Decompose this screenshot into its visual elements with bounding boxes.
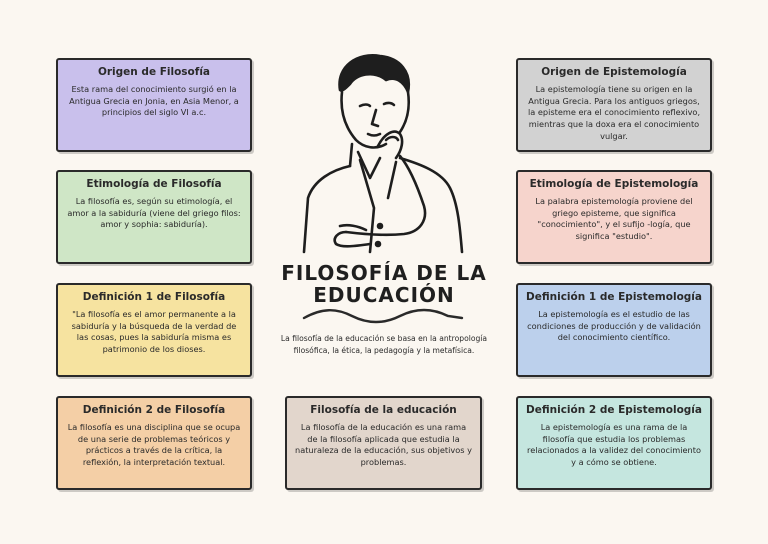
card-filosofia-educacion <box>285 396 482 490</box>
card-title: Origen de Epistemología <box>541 66 687 78</box>
card-text: Esta rama del conocimiento surgió en la Antigua Grecia en Jonia, en Asia Menor, a principios del siglo VI a.c. <box>69 84 239 118</box>
decorative-wave <box>302 306 466 326</box>
card-title: Definición 1 de Filosofía <box>82 291 226 303</box>
card-text: La filosofía es una disciplina que se ocupa de una serie de problemas teóricos y prácticos a través de la crítica, la reflexión, la interpretación textual. <box>67 422 241 467</box>
card-text: La epistemología tiene su origen en la Antigua Grecia. Para los antiguos griegos, la episteme era el conocimiento reflexivo, mientras que la doxa era el conocimiento vulgar. <box>527 84 701 141</box>
card-definicion2-epistemologia <box>516 396 712 490</box>
card-text: La filosofía de la educación es una rama de la filosofía aplicada que estudia la naturaleza de la educación, sus objetivos y problemas. <box>295 422 472 467</box>
card-title: Origen de Filosofía <box>97 66 211 78</box>
card-title: Definición 2 de Epistemología <box>526 404 702 416</box>
card-title: Definición 1 de Epistemología <box>526 291 702 303</box>
page-title: FILOSOFÍA DE LA EDUCACIÓN <box>281 261 487 308</box>
card-text: La filosofía es, según su etimología, el amor a la sabiduría (viene del griego filos: amor y sophia: sabiduría). <box>67 196 241 230</box>
card-definicion1-filosofia <box>56 283 252 377</box>
card-origen-filosofia <box>56 58 252 152</box>
card-origen-epistemologia <box>516 58 712 152</box>
thinker-illustration <box>300 48 466 254</box>
card-etimologia-epistemologia <box>516 170 712 264</box>
card-title: Definición 2 de Filosofía <box>82 404 226 416</box>
card-title: Etimología de Filosofía <box>86 178 222 190</box>
card-definicion1-epistemologia <box>516 283 712 377</box>
card-text: La epistemología es el estudio de las condiciones de producción y de validación del conocimiento científico. <box>527 309 701 343</box>
card-text: La palabra epistemología proviene del griego episteme, que significa "conocimiento", y el sufijo -logía, que significa "estudio". <box>535 196 693 241</box>
intro-text: La filosofía de la educación se basa en la antropología filosófica, la ética, la pedagogía y la metafísica. <box>280 334 488 355</box>
card-definicion2-filosofia <box>56 396 252 490</box>
card-etimologia-filosofia <box>56 170 252 264</box>
card-text: La epistemología es una rama de la filosofía que estudia los problemas relacionados a la validez del conocimiento y a cómo se obtiene. <box>527 422 701 467</box>
card-title: Filosofía de la educación <box>310 404 457 416</box>
card-text: "La filosofía es el amor permanente a la sabiduría y la búsqueda de la verdad de las cosas, pues la sabiduría misma es patrimonio de los dioses. <box>71 309 237 354</box>
card-title: Etimología de Epistemología <box>529 178 699 190</box>
